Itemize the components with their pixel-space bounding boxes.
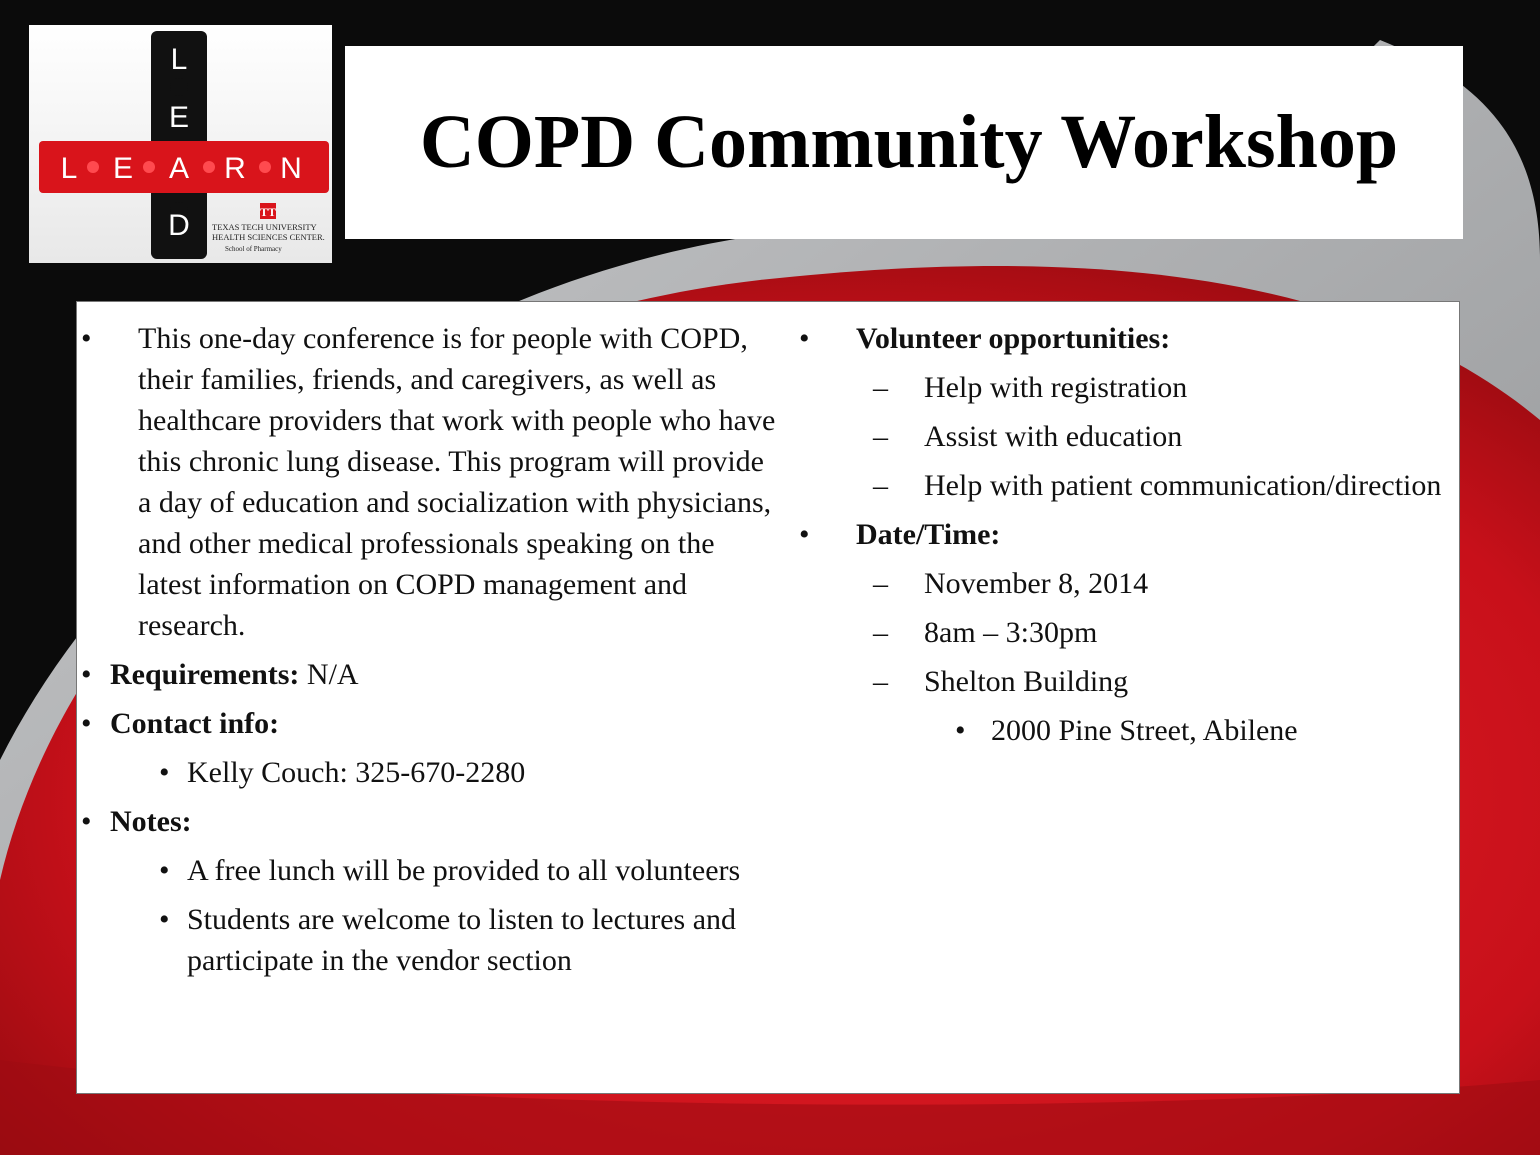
logo-letter-h-l: L [60, 152, 78, 185]
note-text: Students are welcome to listen to lectures and participate in the vendor section [187, 903, 737, 977]
description-text: This one-day conference is for people with COPD, their families, friends, and caregivers, as well as healthcare providers that work with people who have this chronic lung disease. This program will provide a day of education and socialization with physicians, and other medical professionals speaking on the latest information on COPD management and research. [138, 322, 776, 642]
notes-label: Notes: [110, 805, 192, 838]
address-entry [795, 710, 1455, 751]
logo-letter-h-n: N [280, 152, 302, 185]
left-column [77, 318, 777, 989]
volunteer-option-text: Help with patient communication/direction [924, 469, 1442, 502]
description-item [77, 318, 777, 646]
volunteer-option [795, 465, 1455, 506]
contact-detail [77, 752, 777, 793]
notes-item [77, 801, 777, 842]
content-panel [76, 301, 1460, 1094]
logo-letter-d: D [168, 209, 190, 242]
volunteer-option-text: Assist with education [924, 420, 1183, 453]
requirements-value: N/A [306, 658, 359, 691]
date-entry [795, 563, 1455, 604]
right-column [795, 318, 1455, 759]
volunteer-label: Volunteer opportunities: [856, 322, 1171, 355]
event-address: 2000 Pine Street, Abilene [991, 714, 1298, 747]
lead-learn-logo [29, 25, 332, 263]
logo-letter-h-a: A [168, 152, 190, 185]
logo-institution-line2: HEALTH SCIENCES CENTER. [212, 232, 325, 242]
volunteer-option [795, 416, 1455, 457]
note-text: A free lunch will be provided to all volunteers [187, 854, 741, 887]
event-location: Shelton Building [924, 665, 1129, 698]
logo-letter-e: E [168, 101, 190, 134]
requirements-item [77, 654, 777, 695]
logo-institution-line1: TEXAS TECH UNIVERSITY [212, 222, 317, 232]
volunteer-item [795, 318, 1455, 359]
contact-name-phone: Kelly Couch: 325-670-2280 [187, 756, 526, 789]
requirements-label: Requirements: [110, 658, 300, 691]
page-title: COPD Community Workshop [419, 100, 1399, 184]
event-date: November 8, 2014 [924, 567, 1149, 600]
logo-letter-h-r: R [224, 152, 246, 185]
logo-institution-line3: School of Pharmacy [225, 245, 282, 253]
note-item [77, 850, 777, 891]
datetime-label: Date/Time: [856, 518, 1001, 551]
note-item [77, 899, 777, 981]
contact-item [77, 703, 777, 744]
logo-letter-h-e: E [112, 152, 134, 185]
location-entry [795, 661, 1455, 702]
datetime-item [795, 514, 1455, 555]
volunteer-option-text: Help with registration [924, 371, 1188, 404]
time-entry [795, 612, 1455, 653]
ttu-mark: TT [259, 205, 277, 219]
event-time: 8am – 3:30pm [924, 616, 1098, 649]
volunteer-option [795, 367, 1455, 408]
contact-label: Contact info: [110, 707, 280, 740]
logo-letter-l: L [170, 43, 188, 76]
title-banner [345, 46, 1463, 239]
